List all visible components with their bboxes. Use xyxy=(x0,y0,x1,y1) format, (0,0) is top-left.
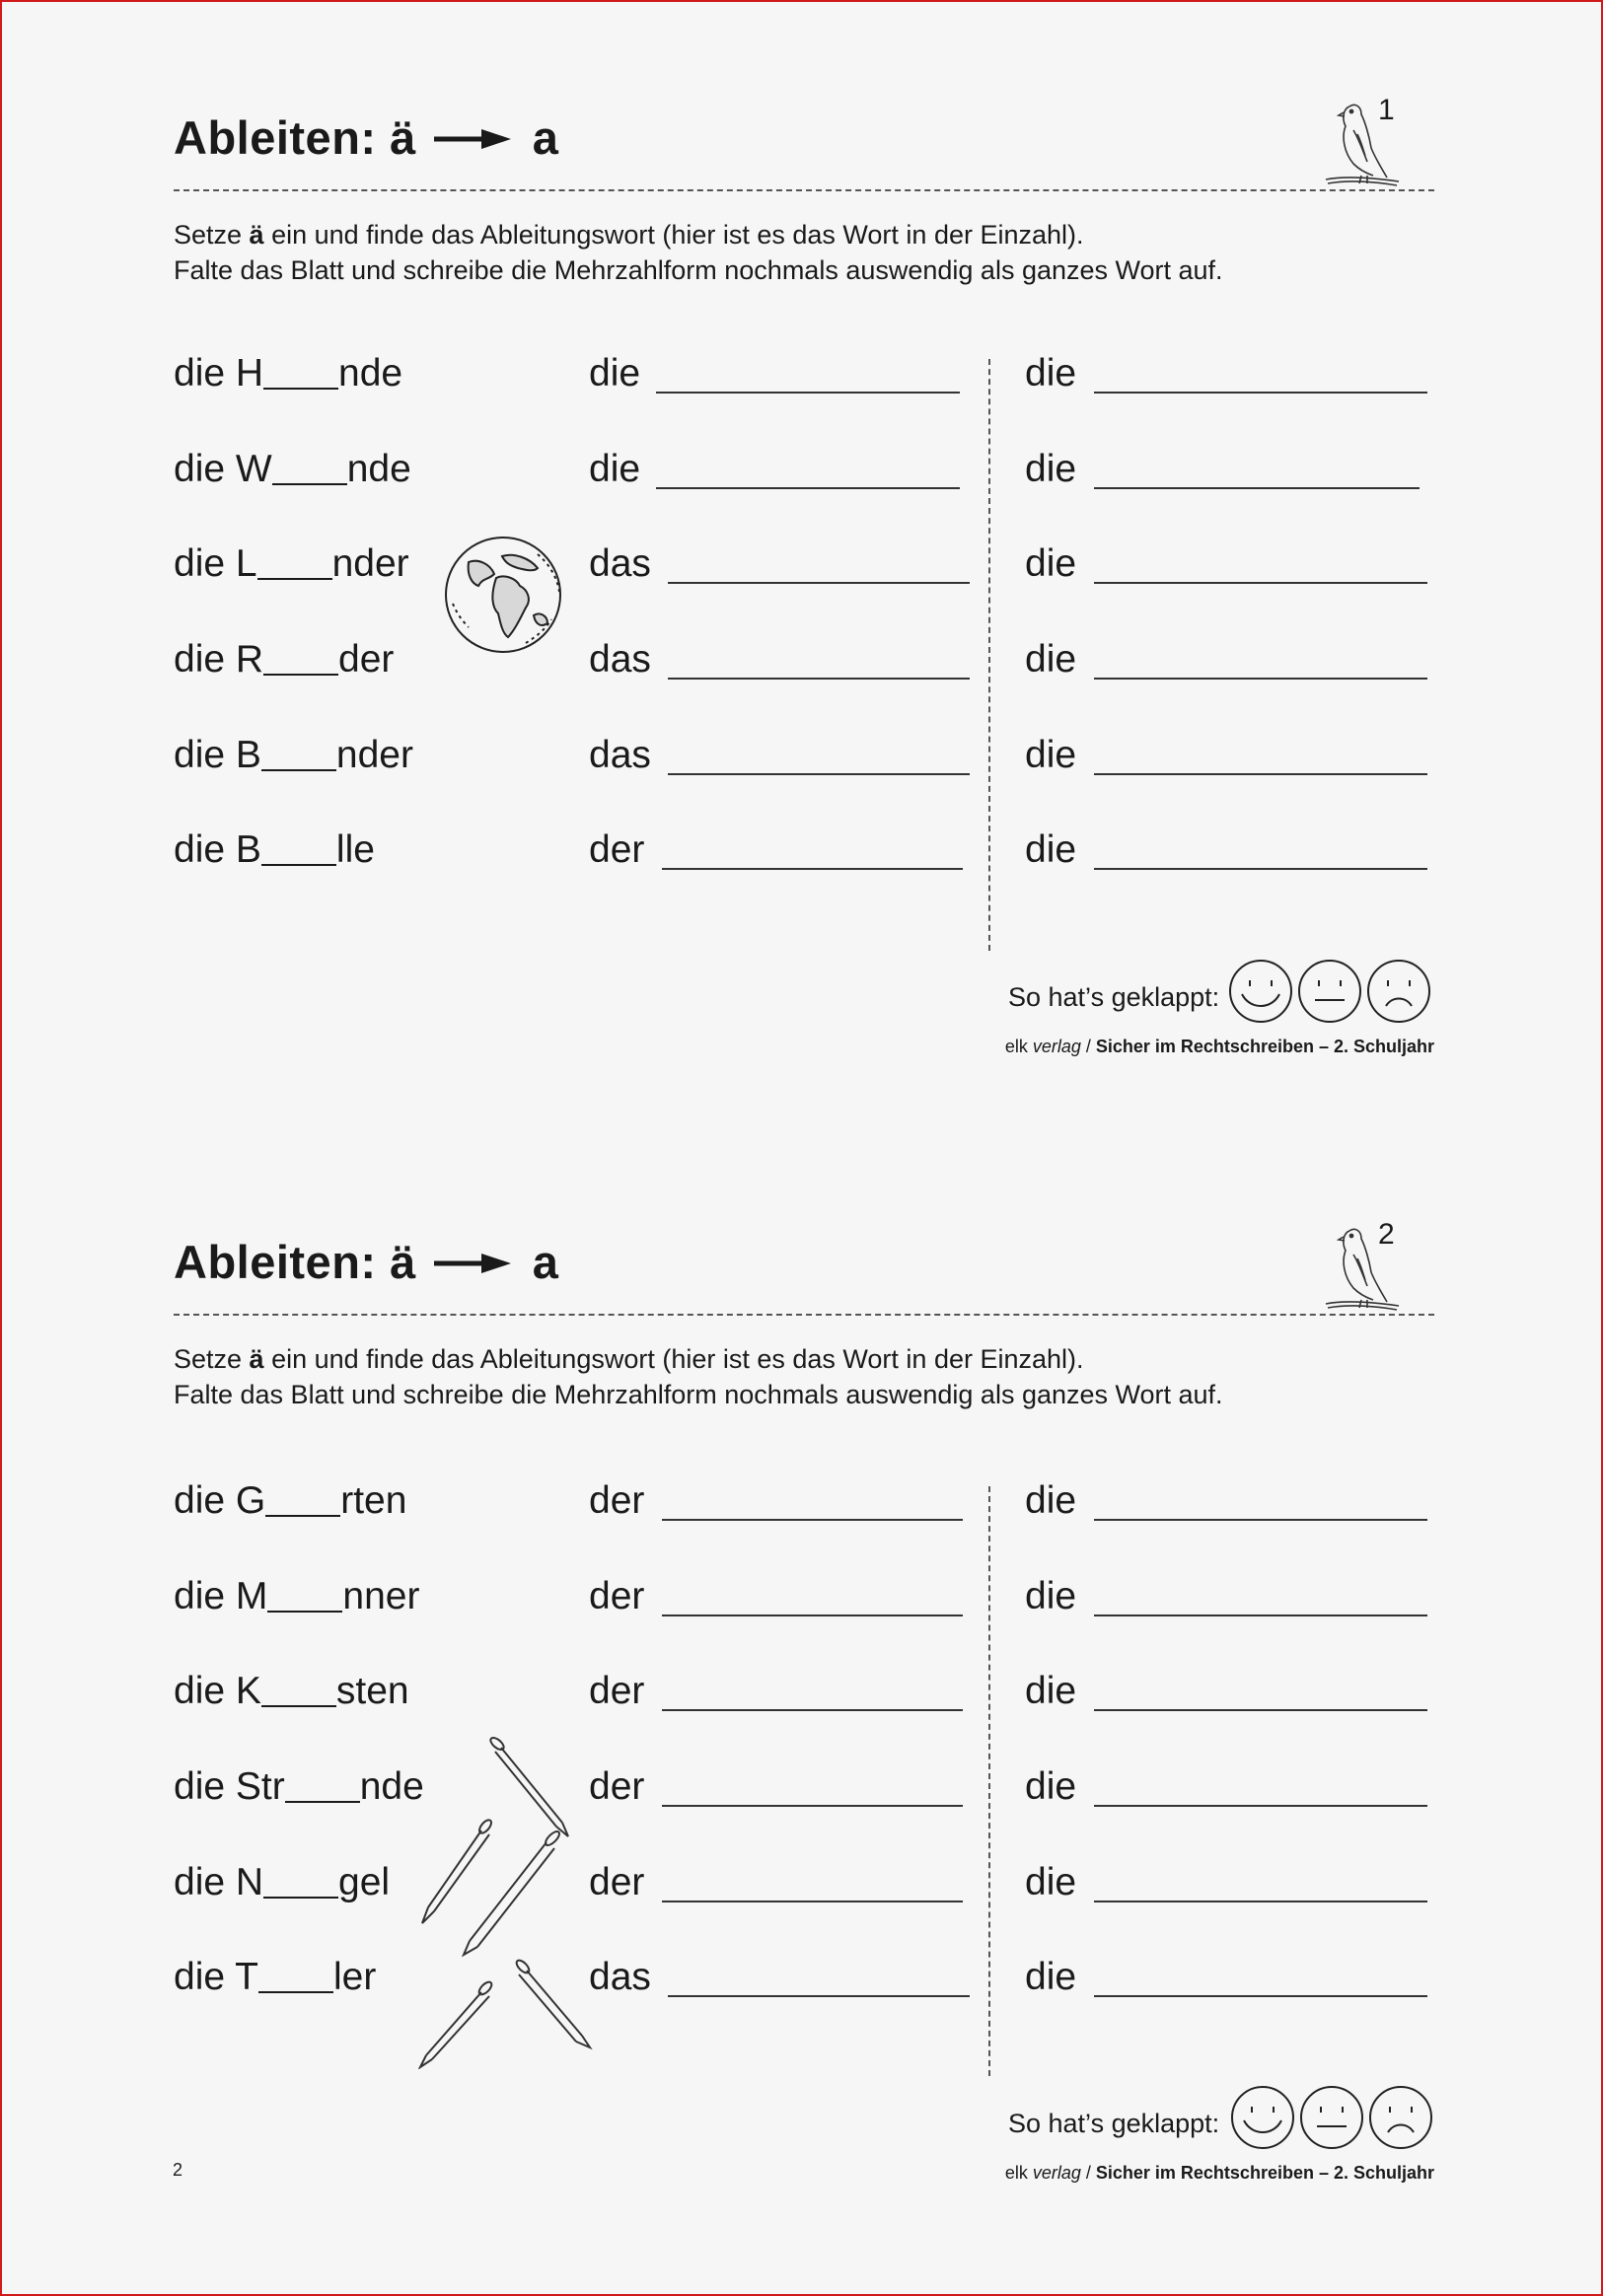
word-with-gap: die K sten xyxy=(174,1670,409,1712)
exercise-row xyxy=(2,734,1603,793)
exercise-row xyxy=(2,1479,1603,1539)
singular-article: der xyxy=(589,1861,645,1903)
singular-write-line[interactable] xyxy=(662,1901,963,1902)
instructions xyxy=(174,217,1223,288)
publisher-credit: elk verlag / Sicher im Rechtschreiben – 2. Schuljahr xyxy=(1004,1037,1434,1056)
singular-write-line[interactable] xyxy=(662,868,963,870)
plural-write-line[interactable] xyxy=(1094,1709,1427,1711)
arrow-right-icon xyxy=(434,126,511,152)
plural-article: die xyxy=(1025,1479,1077,1522)
plural-write-line[interactable] xyxy=(1094,1995,1427,1997)
singular-article: die xyxy=(589,352,641,395)
plural-article: die xyxy=(1025,1670,1077,1712)
plural-write-line[interactable] xyxy=(1094,678,1427,680)
singular-write-line[interactable] xyxy=(668,773,970,775)
sheet-number: 2 xyxy=(1378,1218,1395,1251)
letter-blank[interactable] xyxy=(258,1960,333,1993)
singular-article: das xyxy=(589,1956,651,1998)
instruction-line-2: Falte das Blatt und schreibe die Mehrzahlform nochmals auswendig als ganzes Wort auf. xyxy=(174,255,1223,285)
singular-article: der xyxy=(589,1670,645,1712)
singular-write-line[interactable] xyxy=(662,1709,963,1711)
word-with-gap: die W nde xyxy=(174,448,411,490)
singular-write-line[interactable] xyxy=(656,392,960,394)
plural-article: die xyxy=(1025,542,1077,585)
plural-write-line[interactable] xyxy=(1094,773,1427,775)
plural-write-line[interactable] xyxy=(1094,487,1420,489)
self-assessment xyxy=(988,959,1442,1028)
exercise-row xyxy=(2,448,1603,507)
plural-write-line[interactable] xyxy=(1094,1901,1427,1902)
sad-face-icon[interactable] xyxy=(1368,2085,1433,2150)
instruction-line-2: Falte das Blatt und schreibe die Mehrzahlform nochmals auswendig als ganzes Wort auf. xyxy=(174,1380,1223,1409)
sheet-title: Ableiten: ä a xyxy=(174,111,559,164)
word-with-gap: die N gel xyxy=(174,1861,391,1903)
exercise-row xyxy=(2,828,1603,888)
singular-article: das xyxy=(589,734,651,776)
plural-article: die xyxy=(1025,448,1077,490)
word-with-gap: die B lle xyxy=(174,828,375,871)
word-with-gap: die Str nde xyxy=(174,1765,424,1808)
self-assessment-label: So hat’s geklappt: xyxy=(1008,982,1220,1012)
letter-blank[interactable] xyxy=(263,1865,338,1899)
neutral-face-icon[interactable] xyxy=(1297,959,1362,1024)
plural-write-line[interactable] xyxy=(1094,868,1427,870)
instruction-line-1: Setze ä ein und finde das Ableitungswort (hier ist es das Wort in der Einzahl). xyxy=(174,1344,1084,1374)
instructions xyxy=(174,1341,1223,1412)
letter-blank[interactable] xyxy=(267,1579,342,1613)
exercise-row xyxy=(2,638,1603,697)
letter-blank[interactable] xyxy=(265,1483,340,1517)
letter-blank[interactable] xyxy=(285,1769,360,1803)
letter-blank[interactable] xyxy=(263,642,338,676)
plural-article: die xyxy=(1025,352,1077,395)
plural-article: die xyxy=(1025,1765,1077,1808)
singular-article: der xyxy=(589,1479,645,1522)
globe-icon xyxy=(439,535,567,655)
exercise-row xyxy=(2,1670,1603,1729)
singular-write-line[interactable] xyxy=(662,1614,963,1616)
word-with-gap: die B nder xyxy=(174,734,413,776)
plural-write-line[interactable] xyxy=(1094,582,1427,584)
singular-article: der xyxy=(589,1575,645,1617)
plural-write-line[interactable] xyxy=(1094,1519,1427,1521)
exercise-row xyxy=(2,1956,1603,2015)
letter-blank[interactable] xyxy=(261,832,336,866)
word-with-gap: die T ler xyxy=(174,1956,377,1998)
word-with-gap: die H nde xyxy=(174,352,403,395)
singular-write-line[interactable] xyxy=(668,582,970,584)
letter-blank[interactable] xyxy=(263,356,338,390)
divider-dashed xyxy=(174,1314,1434,1316)
sad-face-icon[interactable] xyxy=(1366,959,1431,1024)
letter-blank[interactable] xyxy=(257,546,332,580)
divider-dashed xyxy=(174,189,1434,191)
exercise-row xyxy=(2,1861,1603,1920)
plural-write-line[interactable] xyxy=(1094,1614,1427,1616)
singular-write-line[interactable] xyxy=(668,1995,970,1997)
plural-article: die xyxy=(1025,828,1077,871)
sheet-title: Ableiten: ä a xyxy=(174,1236,559,1288)
singular-article: der xyxy=(589,828,645,871)
word-with-gap: die L nder xyxy=(174,542,409,585)
plural-write-line[interactable] xyxy=(1094,1805,1427,1807)
exercise-row xyxy=(2,1575,1603,1634)
singular-article: der xyxy=(589,1765,645,1808)
plural-write-line[interactable] xyxy=(1094,392,1427,394)
arrow-right-icon xyxy=(434,1251,511,1276)
plural-article: die xyxy=(1025,1575,1077,1617)
singular-write-line[interactable] xyxy=(656,487,960,489)
plural-article: die xyxy=(1025,1956,1077,1998)
happy-face-icon[interactable] xyxy=(1230,2085,1295,2150)
exercise-row xyxy=(2,352,1603,411)
nails-icon xyxy=(406,1734,604,2069)
letter-blank[interactable] xyxy=(272,452,347,485)
singular-write-line[interactable] xyxy=(662,1805,963,1807)
singular-article: das xyxy=(589,542,651,585)
word-with-gap: die R der xyxy=(174,638,395,681)
singular-write-line[interactable] xyxy=(662,1519,963,1521)
exercise-row xyxy=(2,542,1603,602)
instruction-line-1: Setze ä ein und finde das Ableitungswort (hier ist es das Wort in der Einzahl). xyxy=(174,220,1084,250)
plural-article: die xyxy=(1025,638,1077,681)
letter-blank[interactable] xyxy=(261,1674,336,1707)
word-with-gap: die G rten xyxy=(174,1479,407,1522)
plural-article: die xyxy=(1025,1861,1077,1903)
word-with-gap: die M nner xyxy=(174,1575,420,1617)
singular-write-line[interactable] xyxy=(668,678,970,680)
singular-article: das xyxy=(589,638,651,681)
exercise-row xyxy=(2,1765,1603,1825)
self-assessment-label: So hat’s geklappt: xyxy=(1008,2109,1220,2138)
neutral-face-icon[interactable] xyxy=(1299,2085,1364,2150)
happy-face-icon[interactable] xyxy=(1228,959,1293,1024)
sheet-number: 1 xyxy=(1378,94,1395,126)
letter-blank[interactable] xyxy=(261,738,336,771)
self-assessment xyxy=(988,2085,1442,2154)
page-number: 2 xyxy=(173,2160,183,2180)
plural-article: die xyxy=(1025,734,1077,776)
publisher-credit: elk verlag / Sicher im Rechtschreiben – 2. Schuljahr xyxy=(1004,2163,1434,2183)
singular-article: die xyxy=(589,448,641,490)
